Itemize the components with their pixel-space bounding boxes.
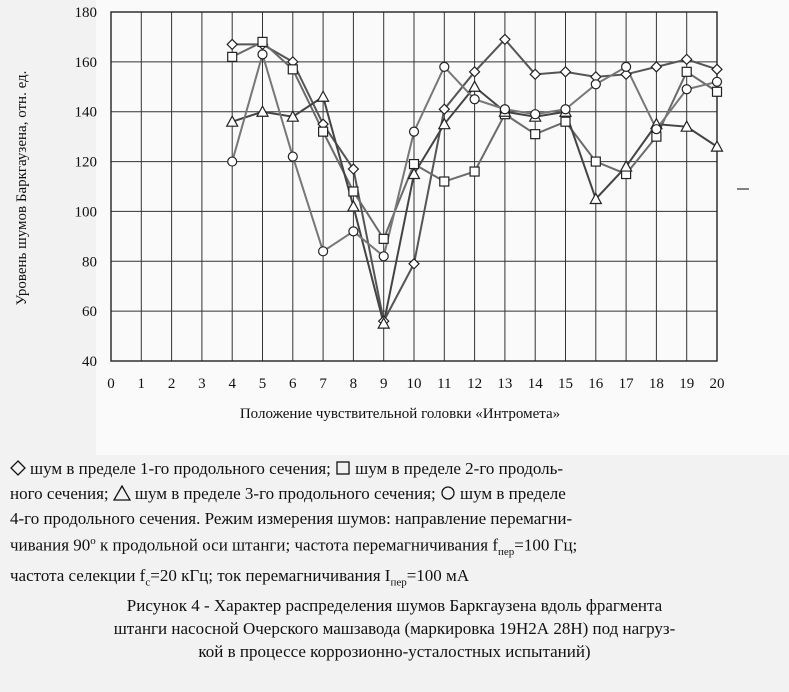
legend-series-2: шум в пределе 2-го продоль- bbox=[355, 459, 564, 478]
y-tick-label: 60 bbox=[82, 304, 97, 321]
y-axis-label: Уровень шумов Баркгаузена, отн. ед. bbox=[14, 70, 30, 306]
y-tick-label: 120 bbox=[74, 154, 97, 171]
x-tick-label: 9 bbox=[379, 376, 388, 392]
point-circle bbox=[228, 157, 237, 166]
point-square bbox=[440, 177, 449, 186]
point-circle bbox=[410, 127, 419, 136]
point-circle bbox=[319, 247, 328, 256]
legend-series-1: шум в пределе 1-го продольного сечения; bbox=[30, 459, 331, 478]
point-circle bbox=[349, 227, 358, 236]
point-circle bbox=[713, 77, 722, 86]
x-tick-label: 0 bbox=[107, 376, 115, 392]
point-circle bbox=[470, 95, 479, 104]
x-tick-label: 3 bbox=[198, 376, 206, 392]
diamond-icon bbox=[10, 459, 26, 482]
caption-l5-sub1: c bbox=[145, 576, 151, 589]
caption-line-5 bbox=[10, 564, 789, 594]
point-circle bbox=[379, 252, 388, 261]
x-tick-label: 13 bbox=[497, 376, 513, 392]
legend-series-2-cont: ного сечения; bbox=[10, 484, 109, 503]
y-tick-label: 140 bbox=[74, 104, 97, 121]
figure-title-line-2: штанги насосной Очерского машзавода (маркировка 19Н2А 28Н) под нагруз- bbox=[113, 619, 676, 639]
caption-line-4 bbox=[10, 530, 789, 564]
caption-l5-a: частота селекции f bbox=[10, 566, 146, 586]
x-tick-label: 6 bbox=[289, 376, 297, 392]
point-circle bbox=[500, 105, 509, 114]
y-tick-label: 80 bbox=[82, 254, 97, 271]
point-square bbox=[713, 87, 722, 96]
caption-l4-a: чивания 90 bbox=[10, 535, 91, 555]
x-axis-label: Положение чувствительной головки «Интромета» bbox=[239, 406, 561, 422]
x-tick-label: 1 bbox=[137, 376, 146, 392]
figure-caption bbox=[0, 457, 789, 663]
square-icon bbox=[335, 459, 351, 482]
y-tick-label: 160 bbox=[74, 54, 97, 71]
x-tick-label: 14 bbox=[527, 376, 543, 392]
x-tick-label: 7 bbox=[319, 376, 327, 392]
y-tick-label: 40 bbox=[82, 354, 97, 370]
point-square bbox=[319, 127, 328, 136]
point-circle bbox=[258, 50, 267, 59]
point-square bbox=[531, 130, 540, 139]
y-tick-label: 100 bbox=[74, 204, 97, 221]
point-square bbox=[349, 187, 358, 196]
point-circle bbox=[531, 110, 540, 119]
x-tick-label: 2 bbox=[167, 376, 176, 392]
caption-l5-b: =20 кГц; ток перемагничивания I bbox=[150, 566, 391, 586]
x-tick-label: 15 bbox=[558, 376, 573, 392]
point-square bbox=[591, 157, 600, 166]
legend-series-4: шум в пределе bbox=[460, 484, 566, 503]
legend-series-3: шум в пределе 3-го продольного сечения; bbox=[134, 484, 436, 503]
x-tick-label: 20 bbox=[709, 376, 725, 392]
caption-line-3: 4-го продольного сечения. Режим измерения шумов: направление перемагни- bbox=[10, 509, 573, 528]
point-square bbox=[288, 65, 297, 74]
point-square bbox=[682, 67, 691, 76]
x-tick-label: 19 bbox=[679, 376, 695, 392]
x-tick-label: 17 bbox=[618, 376, 634, 392]
point-square bbox=[561, 117, 570, 126]
caption-l4-c: =100 Гц; bbox=[514, 535, 578, 555]
point-square bbox=[470, 167, 479, 176]
x-tick-label: 10 bbox=[406, 376, 422, 392]
figure-title-line-1: Рисунок 4 - Характер распределения шумов Баркгаузена вдоль фрагмента bbox=[126, 596, 663, 616]
x-tick-label: 16 bbox=[588, 376, 604, 392]
x-tick-label: 8 bbox=[349, 376, 358, 392]
point-square bbox=[379, 234, 388, 243]
figure-title-line-3: кой в процессе коррозионно-усталостных испытаний) bbox=[198, 642, 591, 662]
legend-line-1 bbox=[10, 457, 789, 482]
caption-l4-sub: пер bbox=[498, 546, 515, 559]
point-circle bbox=[622, 62, 631, 71]
point-circle bbox=[440, 62, 449, 71]
triangle-icon bbox=[113, 484, 131, 507]
point-square bbox=[258, 37, 267, 46]
point-square bbox=[228, 52, 237, 61]
point-square bbox=[410, 160, 419, 169]
x-tick-label: 11 bbox=[437, 376, 452, 392]
y-tick-label: 180 bbox=[74, 5, 97, 21]
point-circle bbox=[591, 80, 600, 89]
x-tick-label: 18 bbox=[648, 376, 664, 392]
x-tick-label: 4 bbox=[228, 376, 236, 392]
caption-l5-c: =100 мА bbox=[406, 566, 470, 586]
x-tick-label: 5 bbox=[258, 376, 267, 392]
caption-l5-sub2: пер bbox=[390, 576, 407, 589]
point-circle bbox=[652, 125, 661, 134]
point-circle bbox=[561, 105, 570, 114]
degree-mark: о bbox=[90, 535, 96, 547]
circle-icon bbox=[440, 484, 456, 507]
point-circle bbox=[288, 152, 297, 161]
point-circle bbox=[682, 85, 691, 94]
x-tick-label: 12 bbox=[467, 376, 483, 392]
legend-line-2 bbox=[10, 482, 789, 507]
caption-l4-b: к продольной оси штанги; частота перемагничивания f bbox=[95, 535, 498, 555]
